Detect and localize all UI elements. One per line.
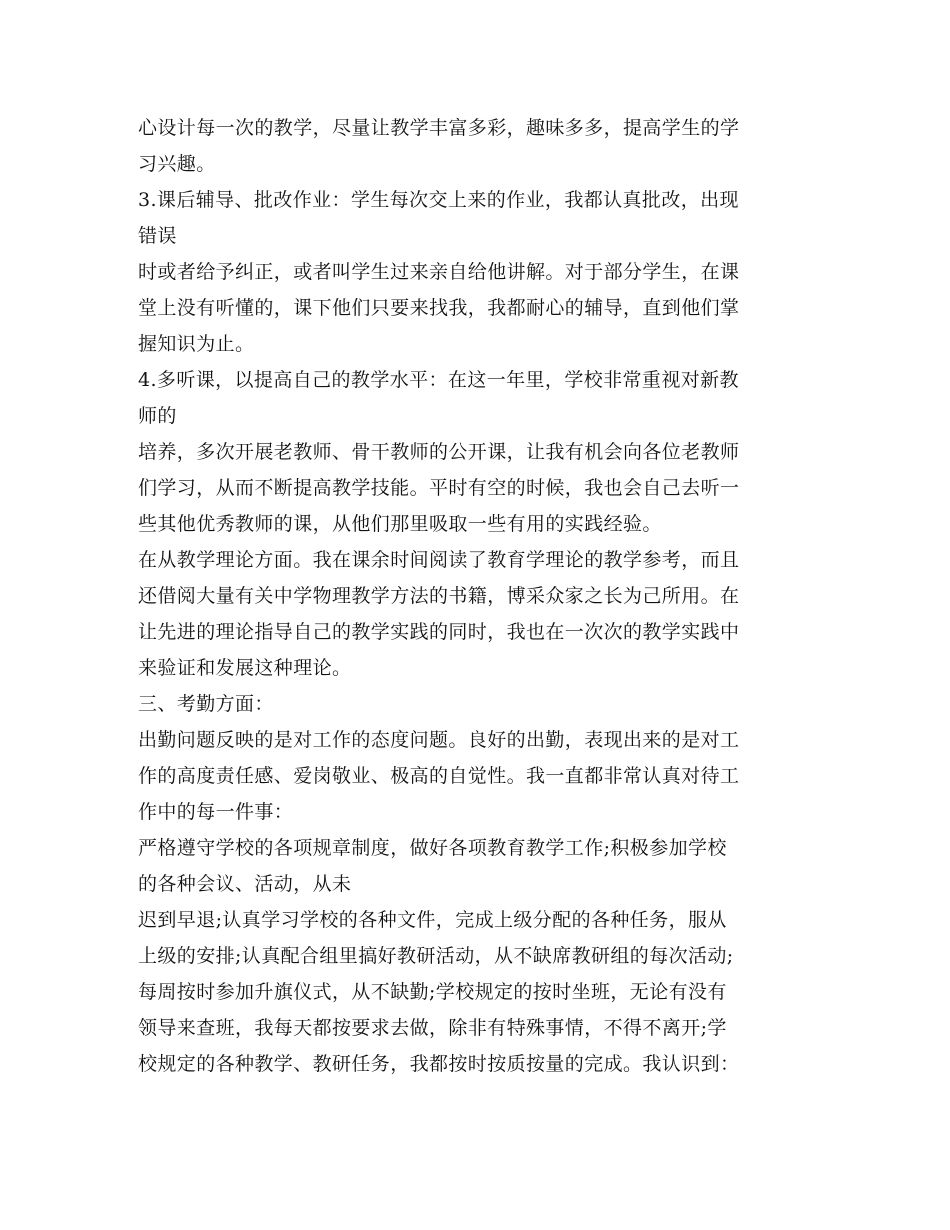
text-line: 握知识为止。 <box>138 333 255 355</box>
text-line: 每周按时参加升旗仪式，从不缺勤;学校规定的按时坐班，无论有没有 <box>138 981 727 1003</box>
text-line: 时或者给予纠正，或者叫学生过来亲自给他讲解。对于部分学生，在课 <box>138 261 740 283</box>
text-line: 培养，多次开展老教师、骨干教师的公开课，让我有机会向各位老教师 <box>138 441 740 463</box>
text-line: 堂上没有听懂的，课下他们只要来找我，我都耐心的辅导，直到他们掌 <box>138 297 740 319</box>
text-line: 还借阅大量有关中学物理教学方法的书籍，博采众家之长为己所用。在 <box>138 585 740 607</box>
text-line: 些其他优秀教师的课，从他们那里吸取一些有用的实践经验。 <box>138 513 662 535</box>
text-line: 们学习，从而不断提高教学技能。平时有空的时候，我也会自己去听一 <box>138 477 740 499</box>
text-line: 上级的安排;认真配合组里搞好教研活动，从不缺席教研组的每次活动; <box>138 945 734 967</box>
text-line: 作的高度责任感、爱岗敬业、极高的自觉性。我一直都非常认真对待工 <box>138 765 740 787</box>
text-line: 错误 <box>138 225 177 247</box>
section-heading: 三、考勤方面： <box>138 693 274 715</box>
body-text <box>138 110 818 1082</box>
text-line: 心设计每一次的教学，尽量让教学丰富多彩，趣味多多，提高学生的学 <box>138 117 740 139</box>
text-line: 领导来查班，我每天都按要求去做，除非有特殊事情，不得不离开;学 <box>138 1017 727 1039</box>
text-line: 出勤问题反映的是对工作的态度问题。良好的出勤，表现出来的是对工 <box>138 729 740 751</box>
text-line: 的各种会议、活动，从未 <box>138 873 352 895</box>
text-line: 严格遵守学校的各项规章制度，做好各项教育教学工作;积极参加学校 <box>138 837 727 859</box>
text-line: 校规定的各种教学、教研任务，我都按时按质按量的完成。我认识到： <box>138 1053 740 1075</box>
text-line: 3.课后辅导、批改作业：学生每次交上来的作业，我都认真批改，出现 <box>138 189 739 211</box>
text-line: 迟到早退;认真学习学校的各种文件，完成上级分配的各种任务，服从 <box>138 909 727 931</box>
text-line: 在从教学理论方面。我在课余时间阅读了教育学理论的教学参考，而且 <box>138 549 740 571</box>
text-line: 4.多听课，以提高自己的教学水平：在这一年里，学校非常重视对新教 <box>138 369 739 391</box>
text-line: 师的 <box>138 405 177 427</box>
text-line: 来验证和发展这种理论。 <box>138 657 352 679</box>
text-line: 习兴趣。 <box>138 153 216 175</box>
text-line: 作中的每一件事： <box>138 801 294 823</box>
text-line: 让先进的理论指导自己的教学实践的同时，我也在一次次的教学实践中 <box>138 621 740 643</box>
